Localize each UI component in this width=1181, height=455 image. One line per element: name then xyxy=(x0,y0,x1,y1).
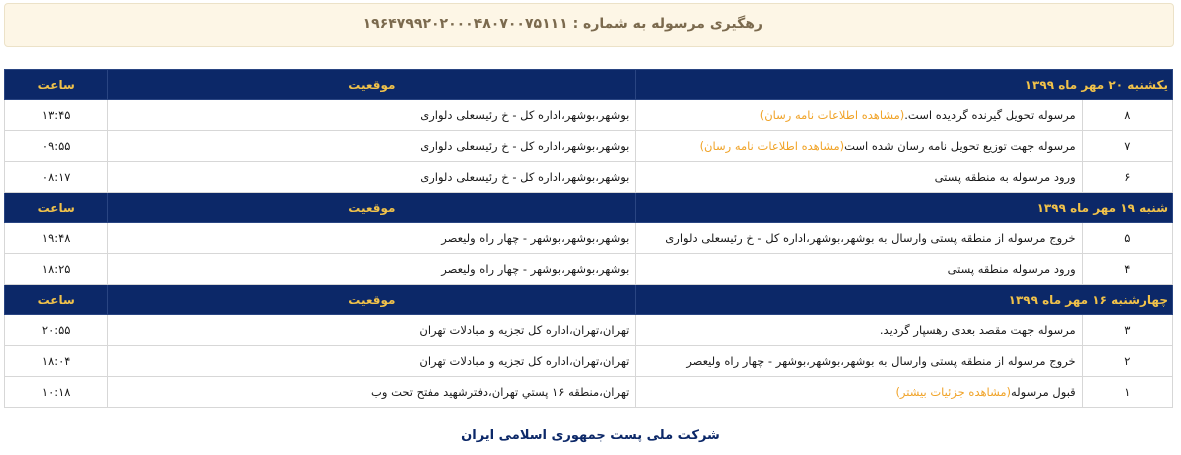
table-row xyxy=(5,254,1173,285)
tracking-table-body xyxy=(5,70,1173,408)
event-location: بوشهر،بوشهر،اداره کل - خ رئیسعلی دلواری xyxy=(108,162,636,193)
event-description-cell xyxy=(636,315,1082,346)
event-number: ۳ xyxy=(1082,315,1172,346)
event-description-cell xyxy=(636,377,1082,408)
group-date: یکشنبه ۲۰ مهر ماه ۱۳۹۹ xyxy=(636,70,1173,100)
location-column-header: موقعیت xyxy=(108,70,636,100)
table-row xyxy=(5,131,1173,162)
event-location: بوشهر،بوشهر،اداره کل - خ رئیسعلی دلواری xyxy=(108,131,636,162)
event-location: تهران،منطقه ۱۶ پستي تهران،دفترشهيد مفتح تحت وب xyxy=(108,377,636,408)
event-number: ۲ xyxy=(1082,346,1172,377)
event-description-cell xyxy=(636,223,1082,254)
event-description: خروج مرسوله از منطقه پستی وارسال به بوشهر،بوشهر،اداره کل - خ رئیسعلی دلواری xyxy=(665,231,1076,245)
time-column-header: ساعت xyxy=(5,193,108,223)
tracking-title-box xyxy=(4,3,1174,47)
footer-company-name: شرکت ملی پست جمهوری اسلامی ایران xyxy=(461,428,720,443)
event-description: قبول مرسوله xyxy=(1010,385,1076,399)
table-row xyxy=(5,377,1173,408)
event-location: تهران،تهران،اداره کل تجزیه و مبادلات تهران xyxy=(108,346,636,377)
time-column-header: ساعت xyxy=(5,70,108,100)
event-description: ورود مرسوله به منطقه پستی xyxy=(934,170,1076,184)
time-column-header: ساعت xyxy=(5,285,108,315)
group-date: شنبه ۱۹ مهر ماه ۱۳۹۹ xyxy=(636,193,1173,223)
tracking-table xyxy=(4,69,1173,408)
event-number: ۸ xyxy=(1082,100,1172,131)
details-link[interactable]: (مشاهده جزئیات بیشتر) xyxy=(895,385,1011,399)
group-date: چهارشنبه ۱۶ مهر ماه ۱۳۹۹ xyxy=(636,285,1173,315)
event-time: ۰۸:۱۷ xyxy=(5,162,108,193)
event-description-cell xyxy=(636,131,1082,162)
event-description: مرسوله جهت توزیع تحویل نامه رسان شده است xyxy=(844,139,1076,153)
event-number: ۵ xyxy=(1082,223,1172,254)
table-row xyxy=(5,346,1173,377)
event-description-cell xyxy=(636,254,1082,285)
event-description: ورود مرسوله منطقه پستی xyxy=(947,262,1076,276)
event-location: بوشهر،بوشهر،بوشهر - چهار راه ولیعصر xyxy=(108,223,636,254)
table-row xyxy=(5,223,1173,254)
date-group-header xyxy=(5,70,1173,100)
event-description: خروج مرسوله از منطقه پستی وارسال به بوشهر،بوشهر،بوشهر - چهار راه ولیعصر xyxy=(686,354,1076,368)
event-time: ۱۳:۴۵ xyxy=(5,100,108,131)
event-description-cell xyxy=(636,346,1082,377)
event-time: ۱۸:۰۴ xyxy=(5,346,108,377)
table-row xyxy=(5,315,1173,346)
details-link[interactable]: (مشاهده اطلاعات نامه رسان) xyxy=(699,139,845,153)
event-description: مرسوله جهت مقصد بعدی رهسپار گردید. xyxy=(879,323,1076,337)
event-number: ۷ xyxy=(1082,131,1172,162)
event-time: ۱۹:۴۸ xyxy=(5,223,108,254)
date-group-header xyxy=(5,193,1173,223)
event-number: ۴ xyxy=(1082,254,1172,285)
date-group-header xyxy=(5,285,1173,315)
event-time: ۱۰:۱۸ xyxy=(5,377,108,408)
details-link[interactable]: (مشاهده اطلاعات نامه رسان) xyxy=(759,108,905,122)
event-time: ۱۸:۲۵ xyxy=(5,254,108,285)
event-description-cell xyxy=(636,162,1082,193)
tracking-title: رهگیری مرسوله به شماره : ۱۹۶۴۷۹۹۲۰۲۰۰۰۴۸۰۷۰۰۷۵۱۱۱ xyxy=(362,16,763,32)
location-column-header: موقعیت xyxy=(108,285,636,315)
event-time: ۲۰:۵۵ xyxy=(5,315,108,346)
event-number: ۱ xyxy=(1082,377,1172,408)
event-time: ۰۹:۵۵ xyxy=(5,131,108,162)
location-column-header: موقعیت xyxy=(108,193,636,223)
event-description-cell xyxy=(636,100,1082,131)
event-location: بوشهر،بوشهر،بوشهر - چهار راه ولیعصر xyxy=(108,254,636,285)
table-row xyxy=(5,100,1173,131)
table-row xyxy=(5,162,1173,193)
event-number: ۶ xyxy=(1082,162,1172,193)
event-description: مرسوله تحویل گیرنده گردیده است. xyxy=(904,108,1076,122)
event-location: بوشهر،بوشهر،اداره کل - خ رئیسعلی دلواری xyxy=(108,100,636,131)
event-location: تهران،تهران،اداره کل تجزیه و مبادلات تهران xyxy=(108,315,636,346)
